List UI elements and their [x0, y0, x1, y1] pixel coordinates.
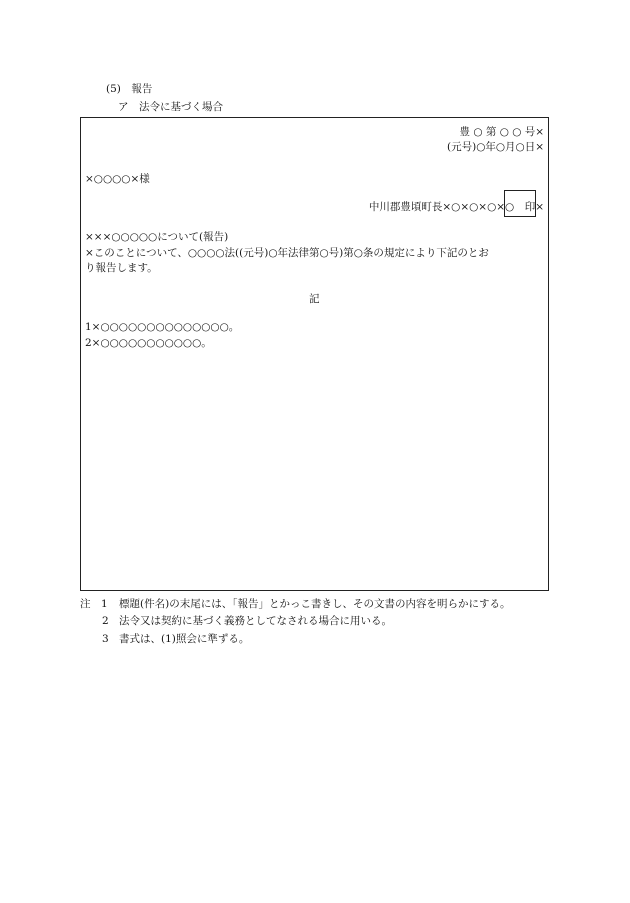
document-number: 豊 ○ 第 ○ ○ 号× [459, 126, 544, 138]
report-form-frame [80, 117, 549, 591]
note-text: 標題(件名)の末尾には、「報告」とかっこ書きし、その文書の内容を明らかにする。 [119, 598, 511, 610]
section-heading: (5) 報告 [106, 83, 153, 95]
list-item: 2×○○○○○○○○○○○。 [85, 337, 212, 349]
subheading: ア 法令に基づく場合 [118, 101, 223, 113]
document-date: (元号)○年○月○日× [447, 141, 544, 153]
note-prefix: 2 [102, 615, 109, 627]
addressee: ×○○○○×様 [85, 173, 150, 185]
note-prefix: 3 [102, 633, 109, 645]
note-text: 法令又は契約に基づく義務としてなされる場合に用いる。 [119, 615, 392, 627]
ki-heading: 記 [309, 293, 320, 305]
note-prefix: 注 1 [80, 598, 108, 610]
body-line-2: り報告します。 [85, 262, 158, 274]
list-item: 1×○○○○○○○○○○○○○○。 [85, 321, 240, 333]
note-text: 書式は、(1)照会に準ずる。 [119, 633, 250, 645]
sender: 中川郡豊頃町長×○×○×○×○ 印× [368, 201, 544, 213]
subject: ×××○○○○○について(報告) [85, 231, 229, 243]
body-line-1: ×このことについて、○○○○法((元号)○年法律第○号)第○条の規定により下記のとお [85, 247, 489, 259]
